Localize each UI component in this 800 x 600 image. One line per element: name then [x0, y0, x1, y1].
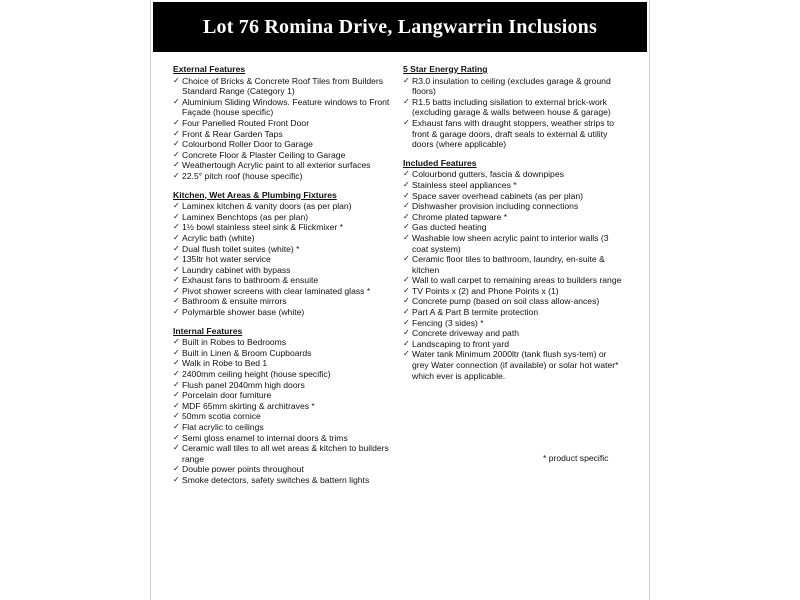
- list-item: [173, 380, 401, 391]
- check-icon: ✓: [173, 307, 180, 317]
- list-item-text: Front & Rear Garden Taps: [182, 128, 283, 139]
- list-item-text: Stainless steel appliances *: [412, 179, 517, 190]
- list-item-text: Bathroom & ensuite mirrors: [182, 296, 287, 307]
- list-item-text: Colourbond gutters, fascia & downpipes: [412, 169, 564, 180]
- check-icon: ✓: [173, 243, 180, 253]
- list-item-text: 22.5° pitch roof (house specific): [182, 170, 303, 181]
- check-icon: ✓: [403, 232, 410, 242]
- list-item-text: Four Panelled Routed Front Door: [182, 117, 310, 128]
- list-item: [403, 286, 625, 297]
- list-item: [403, 191, 625, 202]
- title-bar: [153, 2, 647, 52]
- list-item-text: Exhaust fans with draught stoppers, weather strips to front & garage doors, draft seals to external & utility doors (where applicable): [412, 117, 615, 150]
- list-item: [173, 244, 401, 255]
- list-item: [403, 212, 625, 223]
- list-item-text: 2400mm ceiling height (house specific): [182, 369, 331, 380]
- list-item: [403, 233, 625, 254]
- list-item-text: Pivot shower screens with clear laminated glass *: [182, 285, 371, 296]
- check-icon: ✓: [173, 264, 180, 274]
- list-item-text: Colourbond Roller Door to Garage: [182, 139, 313, 150]
- check-icon: ✓: [173, 201, 180, 211]
- list-item-text: Dual flush toilet suites (white) *: [182, 243, 300, 254]
- list-item-text: Built in Linen & Broom Cupboards: [182, 347, 312, 358]
- check-icon: ✓: [173, 474, 180, 484]
- list-item-text: Smoke detectors, safety switches & battern lights: [182, 474, 370, 485]
- list-item-text: R3.0 insulation to ceiling (excludes garage & ground floors): [412, 75, 611, 97]
- section-external-features: [173, 64, 401, 182]
- list-item-text: Gas ducted heating: [412, 222, 487, 233]
- check-icon: ✓: [403, 338, 410, 348]
- list-item: [173, 369, 401, 380]
- section-internal-features: [173, 326, 401, 486]
- check-icon: ✓: [173, 75, 180, 85]
- list-item-text: Space saver overhead cabinets (as per plan): [412, 190, 584, 201]
- section-kitchen-wet-areas-plumbing-fixtures: [173, 190, 401, 318]
- check-icon: ✓: [173, 232, 180, 242]
- check-icon: ✓: [173, 400, 180, 410]
- check-icon: ✓: [173, 411, 180, 421]
- check-icon: ✓: [403, 328, 410, 338]
- list-item-text: Fencing (3 sides) *: [412, 317, 484, 328]
- check-icon: ✓: [403, 75, 410, 85]
- section-heading: Included Features: [403, 157, 477, 168]
- footnote: * product specific: [543, 453, 609, 463]
- check-icon: ✓: [173, 211, 180, 221]
- check-icon: ✓: [403, 296, 410, 306]
- list-item-text: Walk in Robe to Bed 1: [182, 358, 268, 369]
- list-item-text: Concrete Floor & Plaster Ceiling to Garage: [182, 149, 346, 160]
- section-included-features: [403, 158, 625, 381]
- check-icon: ✓: [403, 222, 410, 232]
- check-icon: ✓: [403, 285, 410, 295]
- inclusion-list: [173, 201, 401, 318]
- section-heading: Internal Features: [173, 325, 243, 336]
- list-item: [173, 160, 401, 171]
- right-column: [403, 64, 625, 389]
- list-item: [173, 443, 401, 464]
- list-item: [173, 358, 401, 369]
- check-icon: ✓: [173, 117, 180, 127]
- list-item-text: Wall to wall carpet to remaining areas to builders range: [412, 275, 622, 286]
- list-item: [173, 401, 401, 412]
- check-icon: ✓: [403, 254, 410, 264]
- list-item-text: Part A & Part B termite protection: [412, 307, 539, 318]
- list-item: [173, 390, 401, 401]
- list-item-text: Double power points throughout: [182, 464, 304, 475]
- check-icon: ✓: [173, 128, 180, 138]
- list-item-text: Flat acrylic to ceilings: [182, 422, 264, 432]
- check-icon: ✓: [173, 160, 180, 170]
- list-item: [403, 318, 625, 329]
- list-item-text: Weathertough Acrylic paint to all exterior surfaces: [182, 160, 371, 171]
- list-item-text: Semi gloss enamel to internal doors & trims: [182, 432, 348, 443]
- list-item: [173, 129, 401, 140]
- list-item: [173, 348, 401, 359]
- list-item-text: Landscaping to front yard: [412, 338, 509, 349]
- list-item: [173, 296, 401, 307]
- list-item: [173, 150, 401, 161]
- check-icon: ✓: [173, 285, 180, 295]
- list-item-text: Ceramic floor tiles to bathroom, laundry, en-suite & kitchen: [412, 254, 605, 275]
- check-icon: ✓: [173, 358, 180, 368]
- section-heading: Kitchen, Wet Areas & Plumbing Fixtures: [173, 189, 337, 200]
- list-item-text: Washable low sheen acrylic paint to interior walls (3 coat system): [412, 232, 609, 254]
- check-icon: ✓: [173, 96, 180, 106]
- list-item: [403, 76, 625, 97]
- check-icon: ✓: [403, 317, 410, 327]
- check-icon: ✓: [173, 422, 180, 431]
- list-item: [173, 97, 401, 118]
- list-item: [173, 139, 401, 150]
- section-heading: 5 Star Energy Rating: [403, 64, 488, 74]
- list-item-text: Built in Robes to Bedrooms: [182, 337, 287, 348]
- list-item-text: TV Points x (2) and Phone Points x (1): [412, 285, 559, 296]
- check-icon: ✓: [403, 179, 410, 189]
- list-item: [403, 349, 625, 381]
- list-item-text: Aluminium Sliding Windows. Feature windows to Front Façade (house specific): [182, 96, 390, 118]
- list-item: [173, 201, 401, 212]
- list-item-text: R1.5 batts including sisilation to external brick-work (excluding garage & walls between house & garage): [412, 96, 611, 118]
- list-item-text: Dishwasher provision including connections: [412, 201, 579, 212]
- check-icon: ✓: [173, 443, 180, 453]
- list-item: [403, 201, 625, 212]
- list-item-text: Laminex kitchen & vanity doors (as per plan): [182, 201, 352, 212]
- list-item: [173, 171, 401, 182]
- list-item: [173, 411, 401, 422]
- list-item: [403, 328, 625, 339]
- list-item: [173, 118, 401, 129]
- check-icon: ✓: [173, 432, 180, 442]
- inclusion-list: [173, 76, 401, 182]
- list-item: [403, 254, 625, 275]
- check-icon: ✓: [173, 139, 180, 149]
- list-item-text: Water tank Minimum 2000ltr (tank flush sys-tem) or grey Water connection (if available) or solar hot water* which ever is applicable.: [412, 349, 619, 381]
- list-item: [173, 422, 401, 433]
- list-item: [173, 254, 401, 265]
- check-icon: ✓: [403, 211, 410, 221]
- inclusion-list: [403, 76, 625, 150]
- check-icon: ✓: [403, 275, 410, 285]
- list-item-text: Flush panel 2040mm high doors: [182, 379, 305, 390]
- list-item-text: Exhaust fans to bathroom & ensuite: [182, 275, 319, 286]
- list-item-text: 1½ bowl stainless steel sink & Flickmixer *: [182, 222, 343, 233]
- inclusions-sheet: [150, 0, 650, 600]
- left-column: [173, 64, 401, 494]
- check-icon: ✓: [173, 347, 180, 357]
- list-item: [173, 475, 401, 486]
- check-icon: ✓: [173, 222, 180, 232]
- check-icon: ✓: [403, 349, 410, 359]
- check-icon: ✓: [173, 254, 180, 264]
- check-icon: ✓: [403, 96, 410, 106]
- list-item-text: Polymarble shower base (white): [182, 307, 305, 318]
- list-item-text: Concrete driveway and path: [412, 328, 520, 339]
- inclusion-list: [403, 169, 625, 381]
- list-item-text: Choice of Bricks & Concrete Roof Tiles from Builders Standard Range (Category 1): [182, 75, 384, 97]
- check-icon: ✓: [173, 275, 180, 285]
- list-item: [173, 337, 401, 348]
- list-item: [173, 464, 401, 475]
- inclusion-list: [173, 337, 401, 485]
- list-item: [403, 222, 625, 233]
- check-icon: ✓: [173, 149, 180, 159]
- list-item: [173, 222, 401, 233]
- list-item: [173, 265, 401, 276]
- check-icon: ✓: [403, 307, 410, 317]
- section-5-star-energy-rating: [403, 64, 625, 150]
- list-item: [173, 275, 401, 286]
- check-icon: ✓: [173, 170, 180, 180]
- list-item: [403, 307, 625, 318]
- list-item: [173, 433, 401, 444]
- list-item-text: Chrome plated tapware *: [412, 211, 508, 222]
- list-item-text: Porcelain door furniture: [182, 390, 272, 401]
- page-title: Lot 76 Romina Drive, Langwarrin Inclusions: [203, 15, 597, 38]
- check-icon: ✓: [173, 369, 180, 379]
- list-item: [403, 275, 625, 286]
- check-icon: ✓: [403, 190, 410, 200]
- list-item: [403, 296, 625, 307]
- check-icon: ✓: [403, 169, 410, 179]
- list-item: [403, 169, 625, 180]
- list-item-text: Laundry cabinet with bypass: [182, 264, 291, 275]
- list-item: [173, 286, 401, 297]
- check-icon: ✓: [403, 201, 410, 211]
- list-item: [403, 118, 625, 150]
- list-item-text: Laminex Benchtops (as per plan): [182, 211, 309, 222]
- list-item: [173, 76, 401, 97]
- list-item: [173, 233, 401, 244]
- list-item-text: Acrylic bath (white): [182, 232, 255, 243]
- check-icon: ✓: [173, 337, 180, 347]
- list-item-text: MDF 65mm skirting & architraves *: [182, 400, 315, 411]
- section-heading: External Features: [173, 64, 246, 74]
- list-item: [403, 97, 625, 118]
- list-item-text: Concrete pump (based on soil class allow-ances): [412, 296, 600, 307]
- check-icon: ✓: [403, 117, 410, 127]
- check-icon: ✓: [173, 390, 180, 400]
- check-icon: ✓: [173, 296, 180, 306]
- check-icon: ✓: [173, 464, 180, 474]
- list-item: [403, 180, 625, 191]
- list-item-text: 50mm scotia cornice: [182, 411, 261, 422]
- check-icon: ✓: [173, 379, 180, 389]
- list-item-text: Ceramic wall tiles to all wet areas & kitchen to builders range: [182, 443, 389, 464]
- list-item: [403, 339, 625, 350]
- list-item-text: 135ltr hot water service: [182, 254, 271, 265]
- list-item: [173, 307, 401, 318]
- list-item: [173, 212, 401, 223]
